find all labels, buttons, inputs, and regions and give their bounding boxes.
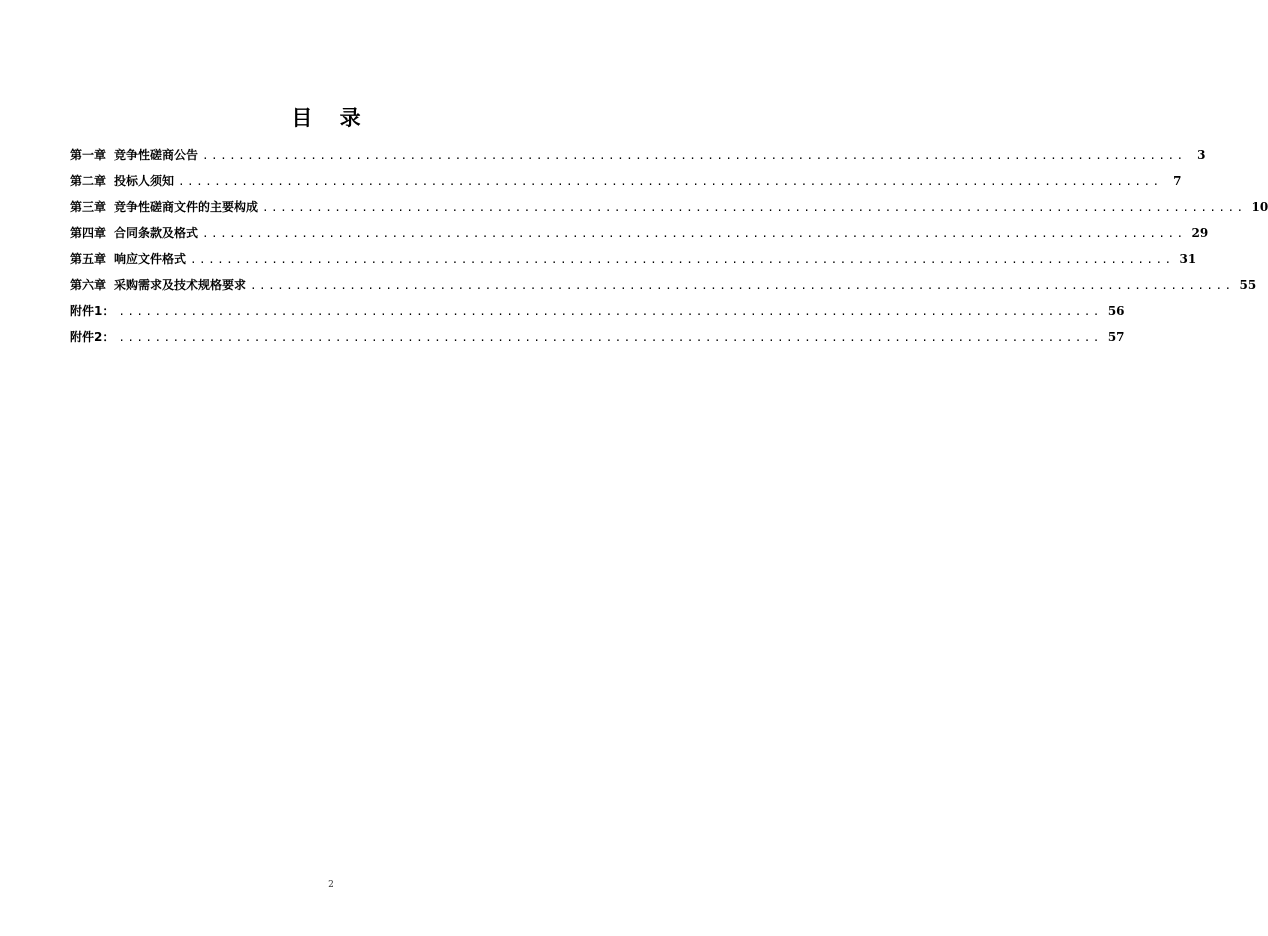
toc-chapter-label: 第三章 [70, 200, 107, 214]
toc-page-number: 7 [1173, 174, 1182, 188]
toc-dot-leader: ............................................................................................................. [250, 279, 1234, 292]
toc-chapter-label: 附件1： [70, 304, 115, 318]
toc-dot-leader: ............................................................................................................. [202, 149, 1186, 162]
toc-page-number: 55 [1239, 278, 1257, 292]
toc-chapter-label: 第一章 [70, 148, 107, 162]
toc-entry-chapter-6[interactable] [70, 275, 1257, 301]
toc-page-number: 31 [1179, 252, 1197, 266]
toc-entry-chapter-5[interactable] [70, 249, 1197, 275]
toc-entry-title: 采购需求及技术规格要求 [114, 278, 247, 292]
toc-chapter-label: 附件2： [70, 330, 115, 344]
toc-dot-leader: ............................................................................................................. [178, 175, 1162, 188]
toc-entry-appendix-1[interactable] [70, 301, 1125, 327]
toc-entry-title: 响应文件格式 [114, 252, 187, 266]
toc-chapter-label: 第五章 [70, 252, 107, 266]
toc-page-number: 3 [1197, 148, 1206, 162]
toc-page-number: 57 [1107, 330, 1125, 344]
toc-page-number: 56 [1107, 304, 1125, 318]
toc-entry-chapter-2[interactable] [70, 171, 1182, 197]
page-title: 目 录 [291, 106, 371, 130]
table-of-contents [70, 145, 1268, 353]
toc-dot-leader: ............................................................................................................. [118, 305, 1102, 318]
toc-entry-appendix-2[interactable] [70, 327, 1125, 353]
toc-entry-title: 投标人须知 [114, 174, 175, 188]
toc-dot-leader: ............................................................................................................. [190, 253, 1174, 266]
toc-page-number: 29 [1191, 226, 1209, 240]
toc-chapter-label: 第四章 [70, 226, 107, 240]
toc-dot-leader: ............................................................................................................. [262, 201, 1246, 214]
toc-entry-title: 竞争性磋商文件的主要构成 [114, 200, 259, 214]
page-footer-number: 2 [328, 880, 334, 890]
toc-entry-chapter-4[interactable] [70, 223, 1209, 249]
toc-chapter-label: 第六章 [70, 278, 107, 292]
toc-dot-leader: ............................................................................................................. [202, 227, 1186, 240]
toc-dot-leader: ............................................................................................................. [118, 331, 1102, 344]
toc-entry-title: 合同条款及格式 [114, 226, 199, 240]
toc-chapter-label: 第二章 [70, 174, 107, 188]
toc-page-number: 10 [1251, 200, 1268, 214]
toc-entry-chapter-1[interactable] [70, 145, 1206, 171]
toc-entry-title: 竞争性磋商公告 [114, 148, 199, 162]
toc-entry-chapter-3[interactable] [70, 197, 1268, 223]
